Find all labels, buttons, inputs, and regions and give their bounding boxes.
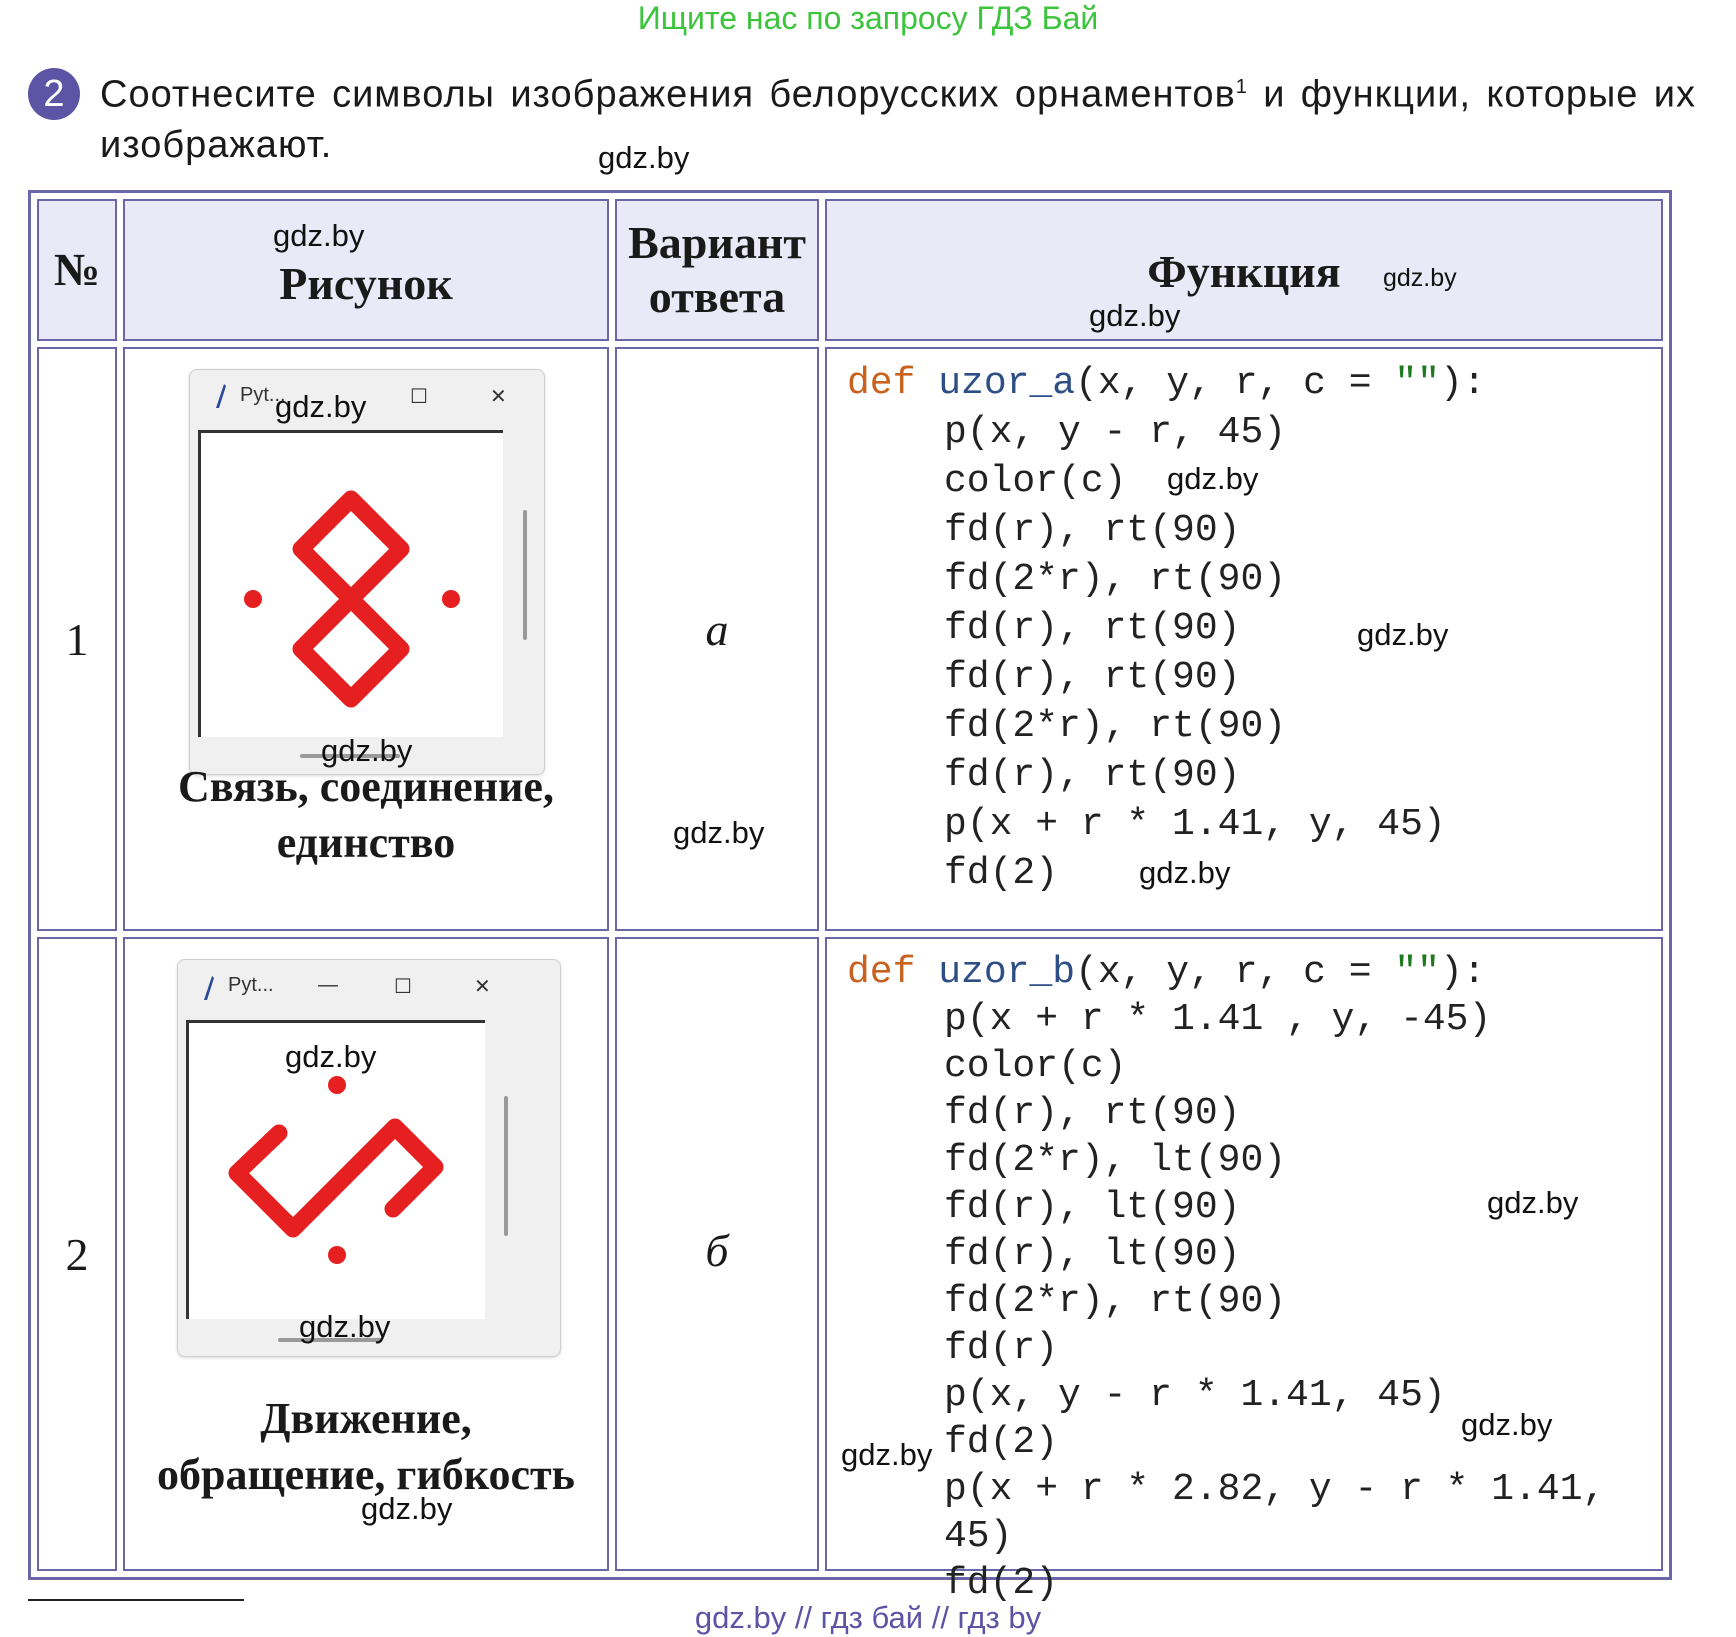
feather-icon — [212, 382, 228, 412]
window-title-bar — [190, 370, 544, 422]
watermark: gdz.by — [321, 733, 413, 768]
caption-line2: обращение, гибкость — [157, 1450, 575, 1499]
code-args: (x, y, r, c = — [1075, 362, 1395, 405]
code-line: fd(r), rt(90) — [944, 656, 1241, 699]
matching-table — [28, 190, 1672, 1605]
code-def-line — [847, 949, 1661, 996]
vertical-scrollbar[interactable] — [504, 1096, 508, 1236]
header-picture-label: Рисунок — [279, 258, 453, 309]
caption-line1: Движение, — [260, 1394, 472, 1443]
code-line: color(c) — [944, 1045, 1127, 1088]
code-line: fd(r), rt(90) — [944, 607, 1241, 650]
task-statement — [26, 62, 1696, 170]
ornament-shape — [237, 1127, 435, 1229]
code-keyword: def — [847, 362, 916, 405]
watermark: gdz.by — [299, 1309, 391, 1344]
code-line: fd(2*r), rt(90) — [944, 558, 1287, 601]
window-title-bar — [178, 960, 560, 1012]
task-number-badge: 2 — [28, 68, 80, 120]
task-text-part2: и функции, которые их изображают. — [100, 73, 1696, 166]
code-line: fd(2) — [944, 852, 1059, 895]
promo-banner: Ищите нас по запросу ГДЗ Бай — [637, 0, 1099, 36]
footnote-mark: 1 — [1235, 76, 1248, 98]
watermark: gdz.by — [1383, 264, 1457, 292]
watermark: gdz.by — [1357, 617, 1449, 652]
task-text — [100, 62, 1696, 170]
code-line: fd(r), lt(90) — [944, 1186, 1241, 1229]
watermark: gdz.by — [361, 1491, 453, 1526]
python-turtle-window — [177, 959, 561, 1357]
vertical-scrollbar[interactable] — [523, 510, 527, 640]
code-block — [847, 949, 1661, 1607]
ornament-dot-top — [328, 1076, 346, 1094]
watermark: gdz.by — [1461, 1407, 1553, 1442]
code-line: fd(2*r), lt(90) — [944, 1139, 1287, 1182]
watermark: gdz.by — [1089, 298, 1181, 333]
minimize-icon[interactable]: — — [318, 974, 338, 996]
code-function-name: uzor_b — [938, 951, 1076, 994]
ornament-dot-right — [442, 590, 460, 608]
answer-cell — [615, 937, 819, 1571]
code-line: p(x + r * 1.41, y, 45) — [944, 803, 1446, 846]
ornament-dot-bottom — [328, 1246, 346, 1264]
code-line: fd(2) — [944, 1421, 1059, 1464]
function-cell — [825, 937, 1663, 1605]
code-def-end: ): — [1439, 362, 1486, 405]
code-line: p(x, y - r * 1.41, 45) — [944, 1374, 1446, 1417]
header-answer-line1: Вариант — [628, 217, 806, 268]
code-function-name: uzor_a — [938, 362, 1076, 405]
picture-cell — [123, 937, 609, 1571]
window-title: Pyt... — [228, 974, 274, 996]
row-number: 2 — [37, 937, 117, 1571]
watermark: gdz.by — [841, 1437, 933, 1472]
watermark: gdz.by — [1167, 461, 1259, 496]
picture-cell — [123, 347, 609, 931]
header-answer-line2: ответа — [648, 271, 786, 322]
header-picture — [123, 199, 609, 341]
code-string: "" — [1394, 951, 1440, 994]
ornament-link-drawing — [201, 433, 503, 737]
maximize-icon[interactable]: ☐ — [394, 976, 412, 998]
header-answer — [615, 199, 819, 341]
watermark: gdz.by — [285, 1039, 377, 1074]
watermark: gdz.by — [273, 218, 365, 253]
answer-cell — [615, 347, 819, 931]
maximize-icon[interactable]: ☐ — [410, 386, 428, 408]
answer-value: б — [705, 1224, 729, 1276]
answer-value: а — [705, 603, 729, 655]
python-turtle-window — [189, 369, 545, 775]
code-line: color(c) — [944, 460, 1127, 503]
table-row — [37, 937, 1663, 1571]
code-line: fd(r), rt(90) — [944, 1092, 1241, 1135]
caption-line1: Связь, соединение, — [178, 762, 554, 811]
code-line: fd(2*r), rt(90) — [944, 1280, 1287, 1323]
caption-line2: единство — [276, 818, 456, 867]
code-line: fd(2) — [944, 1562, 1059, 1605]
footer-watermark: gdz.by // гдз бай // гдз by — [694, 1600, 1042, 1635]
code-args: (x, y, r, c = — [1075, 951, 1395, 994]
picture-caption — [125, 1391, 607, 1503]
header-row — [37, 199, 1663, 341]
feather-icon — [200, 974, 216, 1004]
window-title: Pyt... — [240, 384, 286, 406]
code-string: "" — [1394, 362, 1440, 405]
code-line: p(x + r * 1.41 , y, -45) — [944, 998, 1492, 1041]
header-function-label: Функция — [1147, 246, 1341, 297]
watermark: gdz.by — [1487, 1185, 1579, 1220]
turtle-canvas — [198, 430, 503, 737]
close-icon[interactable]: ✕ — [490, 386, 507, 408]
code-line: fd(r), lt(90) — [944, 1233, 1241, 1276]
row-number: 1 — [37, 347, 117, 931]
task-text-part1: Соотнесите символы изображения белорусских орнаментов — [100, 73, 1236, 116]
code-line: fd(r), rt(90) — [944, 754, 1241, 797]
watermark: gdz.by — [1139, 855, 1231, 890]
code-line: p(x, y - r, 45) — [944, 411, 1287, 454]
ornament-shape — [301, 499, 401, 699]
header-num: № — [37, 199, 117, 341]
watermark: gdz.by — [275, 389, 367, 424]
picture-caption — [125, 759, 607, 871]
function-cell — [825, 347, 1663, 931]
ornament-dot-left — [244, 590, 262, 608]
header-function — [825, 199, 1663, 341]
code-line: fd(r) — [944, 1327, 1059, 1370]
code-line: fd(2*r), rt(90) — [944, 705, 1287, 748]
watermark: gdz.by — [598, 140, 690, 175]
close-icon[interactable]: ✕ — [474, 976, 491, 998]
table-row — [37, 347, 1663, 931]
code-line: p(x + r * 2.82, y - r * 1.41, 45) — [944, 1468, 1606, 1558]
code-line: fd(r), rt(90) — [944, 509, 1241, 552]
code-def-line — [847, 359, 1486, 408]
code-keyword: def — [847, 951, 916, 994]
watermark: gdz.by — [673, 815, 765, 850]
code-def-end: ): — [1439, 951, 1486, 994]
